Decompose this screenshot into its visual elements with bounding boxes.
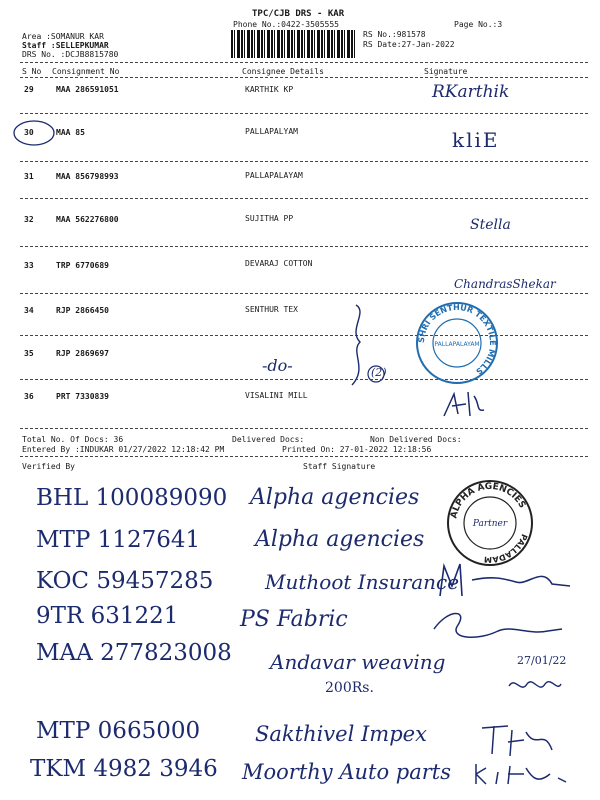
svg-text:ALPHA AGENCIES (449, 482, 527, 520)
col-consignment: Consignment No (52, 67, 120, 76)
staff-label: Staff :SELLEPKUMAR (22, 41, 109, 50)
handwritten-consignment: MTP 1127641 (36, 527, 201, 553)
rs-date: RS Date:27-Jan-2022 (363, 40, 455, 49)
col-sno: S No (22, 67, 42, 76)
signature-scribble (470, 758, 570, 788)
row-sno: 29 (24, 85, 34, 94)
row-signature: kliE (452, 128, 500, 152)
divider (20, 335, 588, 336)
row-consignee: SENTHUR TEX (245, 305, 298, 314)
row-consignment: PRT 7330839 (56, 392, 109, 401)
divider (20, 293, 588, 294)
col-consignee: Consignee Details (242, 67, 324, 76)
phone-number: Phone No.:0422-3505555 (233, 20, 339, 29)
row-consignment: MAA 286591051 (56, 85, 119, 94)
circle-mark (12, 119, 56, 147)
stamp-bottom-text: PALLADAM (483, 532, 529, 565)
row-sno: 31 (24, 172, 34, 181)
amount-note: 200Rs. (325, 680, 374, 696)
handwritten-consignee: Alpha agencies (255, 527, 425, 552)
handwritten-consignment: KOC 59457285 (36, 568, 214, 594)
page-number: Page No.:3 (454, 20, 503, 29)
company-stamp (414, 300, 500, 386)
handwritten-consignee: Andavar weaving (270, 650, 446, 674)
handwritten-consignee: Alpha agencies (250, 485, 420, 510)
row-consignment: RJP 2866450 (56, 306, 109, 315)
handwritten-consignment: MAA 277823008 (36, 640, 232, 666)
printed-on: Printed On: 27-01-2022 12:18:56 (282, 445, 432, 454)
row-consignment: MAA 856798993 (56, 172, 119, 181)
row-consignment: MAA 85 (56, 128, 85, 137)
delivered-docs: Delivered Docs: (232, 435, 305, 444)
divider (20, 456, 588, 457)
row-sno: 35 (24, 349, 34, 358)
row-consignment: TRP 6770689 (56, 261, 109, 270)
agency-stamp (445, 478, 535, 568)
row-sno: 32 (24, 215, 34, 224)
stamp-text: ALPHA AGENCIES (449, 481, 528, 520)
divider (20, 77, 588, 78)
rs-number: RS No.:981578 (363, 30, 426, 39)
brace-note: (2) (371, 366, 387, 379)
divider (20, 198, 588, 199)
handwritten-consignee: PS Fabric (240, 607, 348, 632)
row-sno: 30 (24, 128, 34, 137)
row-consignment: MAA 562276800 (56, 215, 119, 224)
signature-scribble (440, 386, 490, 422)
signature-scribble (505, 672, 565, 698)
divider (20, 246, 588, 247)
row-signature: Stella (470, 217, 511, 233)
row-consignee: KARTHIK KP (245, 85, 294, 94)
handwritten-consignee: Sakthivel Impex (255, 722, 427, 746)
total-docs: Total No. Of Docs: 36 (22, 435, 124, 444)
row-sno: 34 (24, 306, 34, 315)
non-delivered-docs: Non Delivered Docs: (370, 435, 462, 444)
row-consignee: PALLAPALAYAM (245, 171, 303, 180)
handwritten-consignment: BHL 100089090 (36, 485, 228, 511)
date-note: 27/01/22 (517, 654, 567, 667)
row-signature: ChandrasShekar (454, 277, 556, 291)
signature-scribble (428, 605, 568, 649)
divider (20, 113, 588, 114)
signature-scribble (478, 720, 558, 760)
row-consignee: SUJITHA PP (245, 214, 294, 223)
barcode-image (231, 30, 355, 58)
handwritten-consignment: MTP 0665000 (36, 718, 201, 744)
entered-by: Entered By :INDUKAR 01/27/2022 12:18:42 PM (22, 445, 225, 454)
handwritten-consignment: TKM 4982 3946 (30, 756, 218, 782)
drs-number: DRS No. :DCJB8815780 (22, 50, 119, 59)
stamp-center-text: PALLAPALAYAM (434, 341, 480, 348)
stamp-text: SHRI SENTHUR TEXTILE MILLS (416, 302, 498, 377)
row-consignee: DEVARAJ COTTON (245, 259, 313, 268)
col-signature: Signature (424, 67, 468, 76)
divider (20, 62, 588, 63)
row-sno: 36 (24, 392, 34, 401)
row-sno: 33 (24, 261, 34, 270)
row-consignment: RJP 2869697 (56, 349, 109, 358)
divider (20, 428, 588, 429)
handwritten-consignee: Moorthy Auto parts (242, 760, 451, 784)
signature-scribble (432, 556, 582, 604)
ditto-mark: -do- (262, 356, 293, 375)
row-signature: RKarthik (432, 82, 510, 102)
staff-signature: Staff Signature (303, 462, 376, 471)
row-consignee: VISALINI MILL (245, 391, 308, 400)
handwritten-consignment: 9TR 631221 (36, 603, 179, 629)
handwritten-consignee: Muthoot Insurance (265, 570, 460, 594)
divider (20, 161, 588, 162)
verified-by: Verified By (22, 462, 75, 471)
row-consignee: PALLAPALYAM (245, 127, 298, 136)
divider (20, 379, 588, 380)
stamp-center-text: Partner (472, 519, 508, 529)
report-title: TPC/CJB DRS - KAR (252, 9, 345, 19)
area-label: Area :SOMANUR KAR (22, 32, 104, 41)
